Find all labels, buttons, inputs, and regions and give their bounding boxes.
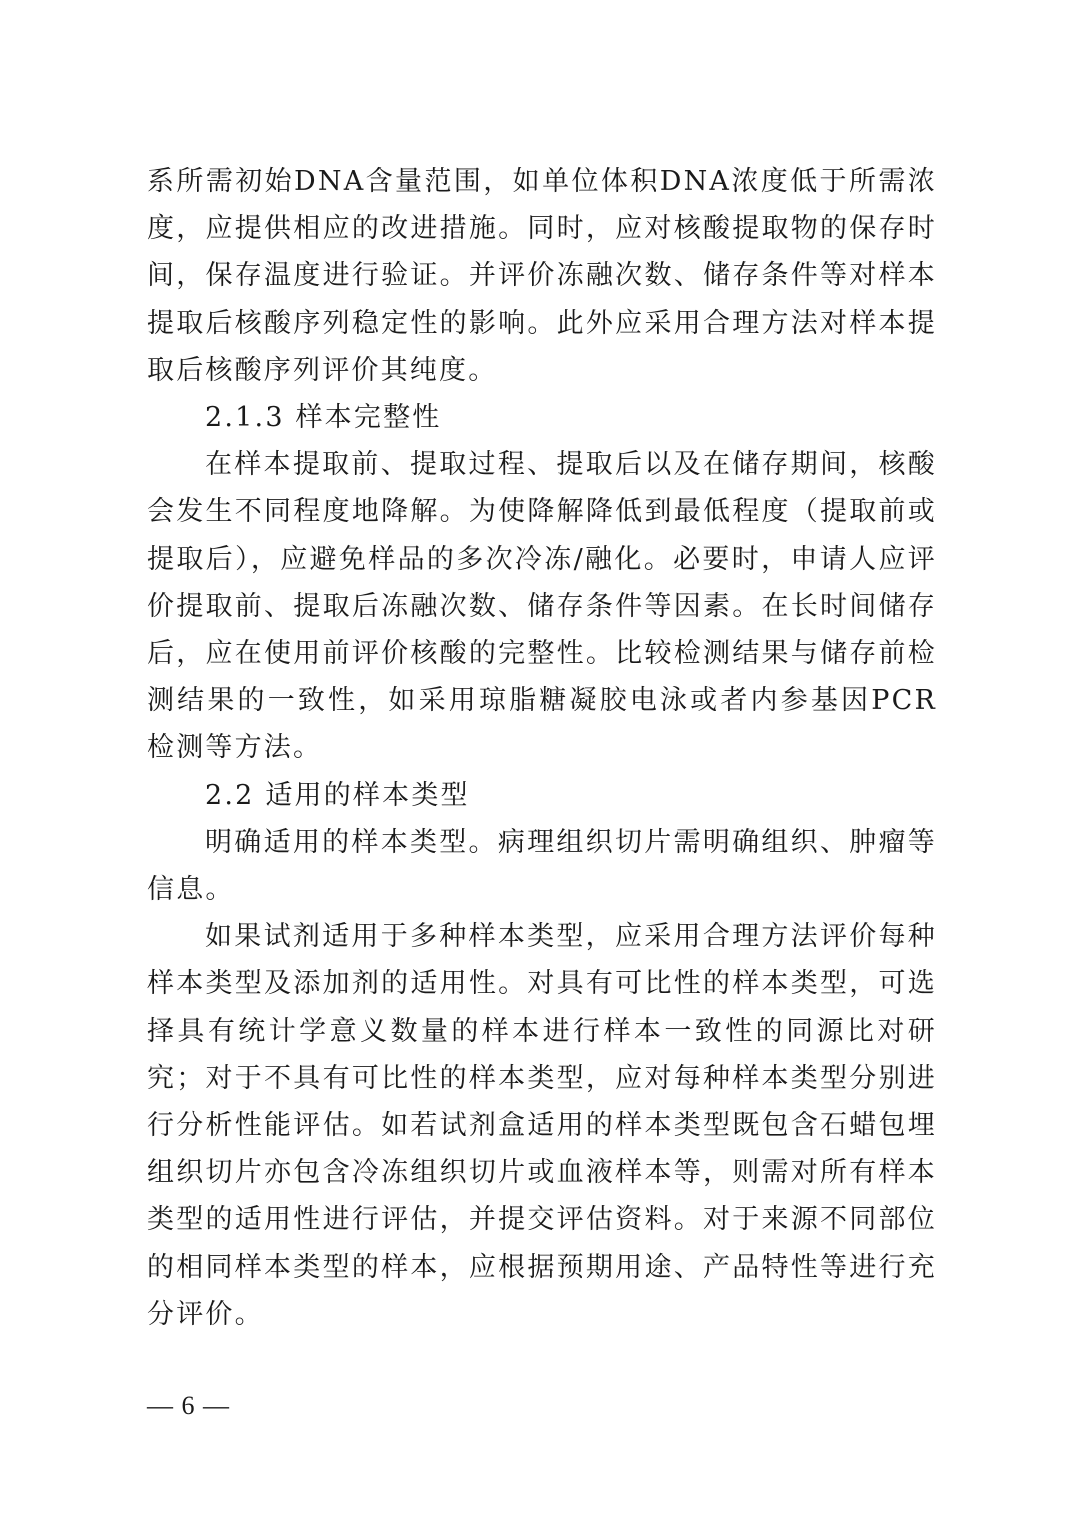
section-heading-2-1-3: 2.1.3 样本完整性 (205, 402, 442, 434)
paragraph-multiple-sample-types: 如果试剂适用于多种样本类型，应采用合理方法评价每种样本类型及添加剂的适用性。对具有可比性的样本类型，可选择具有统计学意义数量的样本进行样本一致性的同源比对研究；对于不具有可比性的样本类型，应对每种样本类型分别进行分析性能评估。如若试剂盒适用的样本类型既包含石蜡包埋组织切片亦包含冷冻组织切片或血液样本等，则需对所有样本类型的适用性进行评估，并提交评估资料。对于来源不同部位的相同样本类型的样本，应根据预期用途、产品特性等进行充分评价。 (147, 921, 937, 1330)
paragraph-continuation: 系所需初始DNA含量范围，如单位体积DNA浓度低于所需浓度，应提供相应的改进措施。同时，应对核酸提取物的保存时间，保存温度进行验证。并评价冻融次数、储存条件等对样本提取后核酸序列稳定性的影响。此外应采用合理方法对样本提取后核酸序列评价其纯度。 (147, 166, 937, 386)
page-number: — 6 — (147, 1391, 230, 1420)
document-body (147, 158, 937, 1338)
paragraph-sample-types: 明确适用的样本类型。病理组织切片需明确组织、肿瘤等信息。 (147, 826, 937, 906)
section-heading-2-2: 2.2 适用的样本类型 (205, 779, 470, 811)
paragraph-sample-integrity: 在样本提取前、提取过程、提取后以及在储存期间，核酸会发生不同程度地降解。为使降解降低到最低程度（提取前或提取后），应避免样品的多次冷冻/融化。必要时，申请人应评价提取前、提取后冻融次数、储存条件等因素。在长时间储存后，应在使用前评价核酸的完整性。比较检测结果与储存前检测结果的一致性，如采用琼脂糖凝胶电泳或者内参基因PCR检测等方法。 (147, 449, 937, 764)
